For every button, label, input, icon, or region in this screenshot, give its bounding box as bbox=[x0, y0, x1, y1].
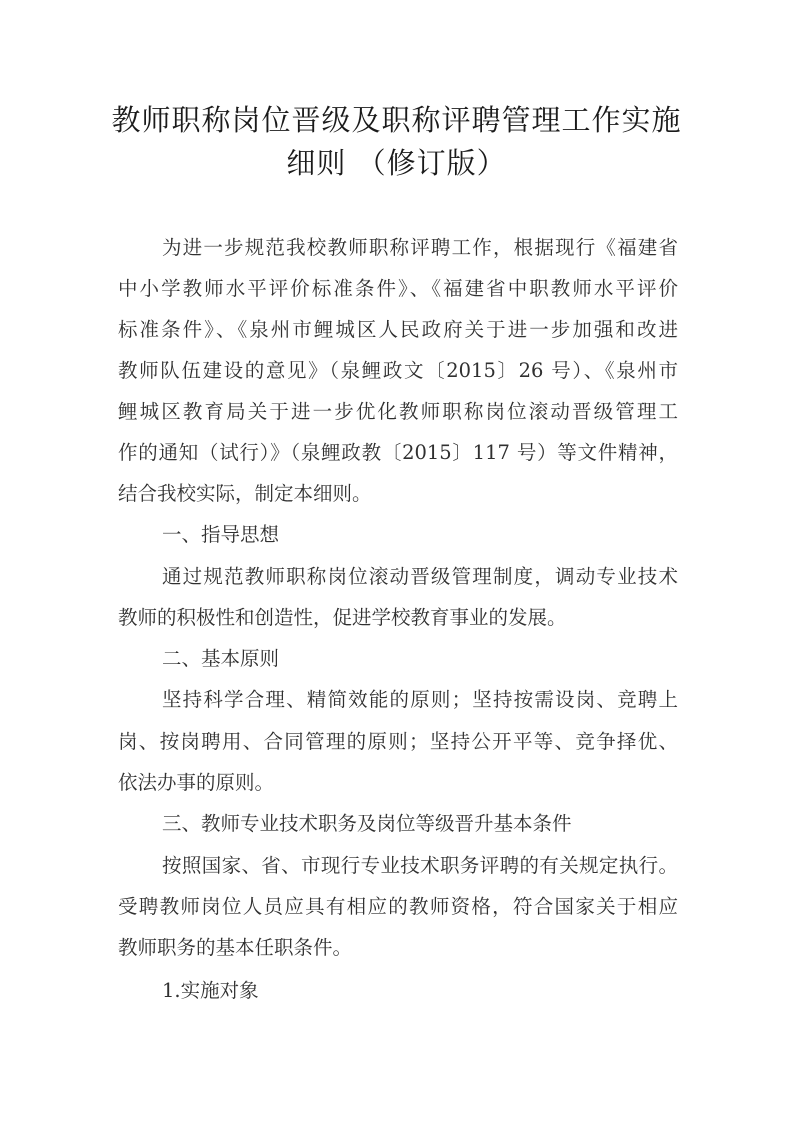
guiding-paragraph-line: 教师的积极性和创造性，促进学校教育事业的发展。 bbox=[118, 606, 567, 629]
intro-paragraph-line: 教师队伍建设的意见》（泉鲤政文〔2015〕26 号）、《泉州市 bbox=[118, 359, 678, 382]
subsection-heading-implementation-target: 1.实施对象 bbox=[162, 979, 259, 1002]
section-heading-basic-principles: 二、基本原则 bbox=[162, 647, 280, 670]
intro-paragraph-line: 中小学教师水平评价标准条件》、《福建省中职教师水平评价 bbox=[118, 277, 678, 300]
intro-paragraph-line: 结合我校实际，制定本细则。 bbox=[118, 482, 372, 505]
section-heading-guiding-ideology: 一、指导思想 bbox=[162, 523, 280, 546]
conditions-paragraph-line: 按照国家、省、市现行专业技术职务评聘的有关规定执行。 bbox=[162, 854, 678, 877]
principles-paragraph-line: 坚持科学合理、精简效能的原则；坚持按需设岗、竞聘上 bbox=[162, 688, 678, 711]
principles-paragraph-line: 依法办事的原则。 bbox=[118, 771, 275, 794]
conditions-paragraph-line: 受聘教师岗位人员应具有相应的教师资格，符合国家关于相应 bbox=[118, 895, 678, 918]
intro-paragraph-line: 鲤城区教育局关于进一步优化教师职称岗位滚动晋级管理工 bbox=[118, 400, 678, 423]
intro-paragraph-line: 为进一步规范我校教师职称评聘工作，根据现行《福建省 bbox=[162, 236, 678, 259]
document-title-line-2: 细则 （修订版） bbox=[286, 146, 507, 180]
guiding-paragraph-line: 通过规范教师职称岗位滚动晋级管理制度，调动专业技术 bbox=[162, 565, 678, 588]
principles-paragraph-line: 岗、按岗聘用、合同管理的原则；坚持公开平等、竞争择优、 bbox=[118, 730, 678, 753]
section-heading-promotion-conditions: 三、教师专业技术职务及岗位等级晋升基本条件 bbox=[162, 812, 572, 835]
conditions-paragraph-line: 教师职务的基本任职条件。 bbox=[118, 936, 353, 959]
intro-paragraph-line: 标准条件》、《泉州市鲤城区人民政府关于进一步加强和改进 bbox=[118, 318, 678, 341]
intro-paragraph-line: 作的通知（试行）》（泉鲤政教〔2015〕117 号）等文件精神， bbox=[118, 441, 678, 464]
document-title-line-1: 教师职称岗位晋级及职称评聘管理工作实施 bbox=[111, 103, 682, 137]
